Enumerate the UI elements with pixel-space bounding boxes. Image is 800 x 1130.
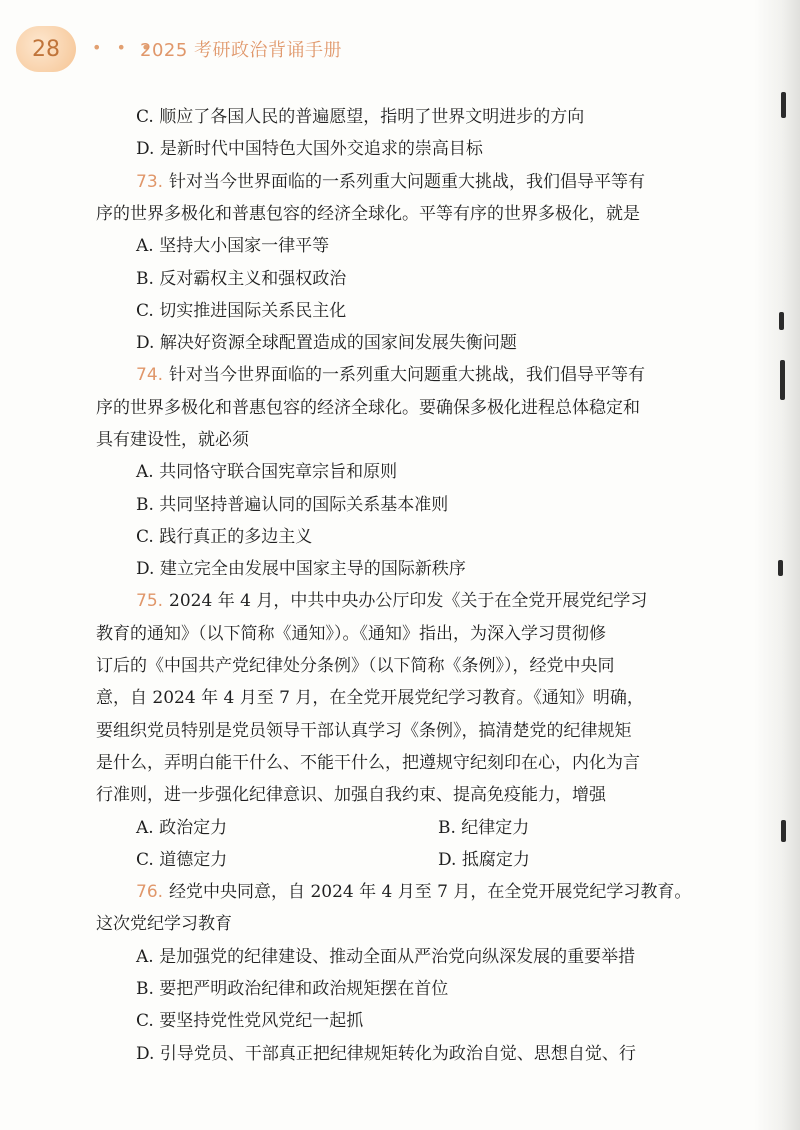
option-line: C. 道德定力 bbox=[136, 850, 228, 870]
body-line: 这次党纪学习教育 bbox=[96, 914, 232, 934]
question-line bbox=[136, 590, 647, 612]
option-line: D. 引导党员、干部真正把纪律规矩转化为政治自觉、思想自觉、行 bbox=[136, 1044, 636, 1064]
option-line: C. 顺应了各国人民的普遍愿望，指明了世界文明进步的方向 bbox=[136, 107, 585, 127]
option-line: A. 坚持大小国家一律平等 bbox=[136, 236, 330, 256]
binding-shadow bbox=[754, 0, 800, 1130]
page-header bbox=[0, 22, 800, 78]
option-line: D. 是新时代中国特色大国外交追求的崇高目标 bbox=[136, 139, 483, 159]
option-line: B. 要把严明政治纪律和政治规矩摆在首位 bbox=[136, 979, 449, 999]
edge-mark bbox=[780, 360, 785, 400]
option-line: C. 践行真正的多边主义 bbox=[136, 527, 313, 547]
option-line: D. 建立完全由发展中国家主导的国际新秩序 bbox=[136, 559, 466, 579]
question-text: 针对当今世界面临的一系列重大问题重大挑战，我们倡导平等有 bbox=[169, 365, 646, 385]
body-line: 意，自 2024 年 4 月至 7 月，在全党开展党纪学习教育。《通知》明确， bbox=[96, 688, 644, 708]
question-text: 经党中央同意，自 2024 年 4 月至 7 月，在全党开展党纪学习教育。 bbox=[169, 882, 692, 902]
option-line: B. 纪律定力 bbox=[438, 818, 530, 838]
body-line: 订后的《中国共产党纪律处分条例》（以下简称《条例》），经党中央同 bbox=[96, 656, 615, 676]
body-line: 要组织党员特别是党员领导干部认真学习《条例》，搞清楚党的纪律规矩 bbox=[96, 721, 632, 741]
header-dots: • • • bbox=[92, 38, 156, 57]
option-line: A. 政治定力 bbox=[136, 818, 228, 838]
body-line: 教育的通知》（以下简称《通知》）。《通知》指出，为深入学习贯彻修 bbox=[96, 624, 606, 644]
option-line: A. 是加强党的纪律建设、推动全面从严治党向纵深发展的重要举措 bbox=[136, 947, 636, 967]
edge-mark bbox=[781, 92, 786, 118]
question-line bbox=[136, 881, 691, 903]
edge-mark bbox=[779, 312, 784, 330]
body-line: 具有建设性，就必须 bbox=[96, 430, 249, 450]
question-line bbox=[136, 171, 645, 193]
option-line: C. 切实推进国际关系民主化 bbox=[136, 301, 347, 321]
option-line: B. 反对霸权主义和强权政治 bbox=[136, 269, 347, 289]
body-line: 序的世界多极化和普惠包容的经济全球化。平等有序的世界多极化，就是 bbox=[96, 204, 640, 224]
body-line: 是什么，弄明白能干什么、不能干什么，把遵规守纪刻印在心，内化为言 bbox=[96, 753, 640, 773]
question-number: 76. bbox=[136, 882, 164, 902]
question-line bbox=[136, 364, 645, 386]
body-line: 行准则，进一步强化纪律意识、加强自我约束、提高免疫能力，增强 bbox=[96, 785, 606, 805]
page-number-badge: 28 bbox=[16, 26, 76, 72]
option-line: B. 共同坚持普遍认同的国际关系基本准则 bbox=[136, 495, 449, 515]
question-text: 2024 年 4 月，中共中央办公厅印发《关于在全党开展党纪学习 bbox=[169, 591, 648, 611]
option-line: D. 抵腐定力 bbox=[438, 850, 530, 870]
body-line: 序的世界多极化和普惠包容的经济全球化。要确保多极化进程总体稳定和 bbox=[96, 398, 640, 418]
question-number: 73. bbox=[136, 172, 164, 192]
option-line: A. 共同恪守联合国宪章宗旨和原则 bbox=[136, 462, 398, 482]
edge-mark bbox=[778, 560, 783, 576]
question-number: 74. bbox=[136, 365, 164, 385]
book-title: 2025 考研政治背诵手册 bbox=[140, 40, 343, 61]
question-number: 75. bbox=[136, 591, 164, 611]
edge-mark bbox=[781, 820, 786, 842]
option-line: C. 要坚持党性党风党纪一起抓 bbox=[136, 1011, 364, 1031]
option-line: D. 解决好资源全球配置造成的国家间发展失衡问题 bbox=[136, 333, 517, 353]
question-text: 针对当今世界面临的一系列重大问题重大挑战，我们倡导平等有 bbox=[169, 172, 646, 192]
